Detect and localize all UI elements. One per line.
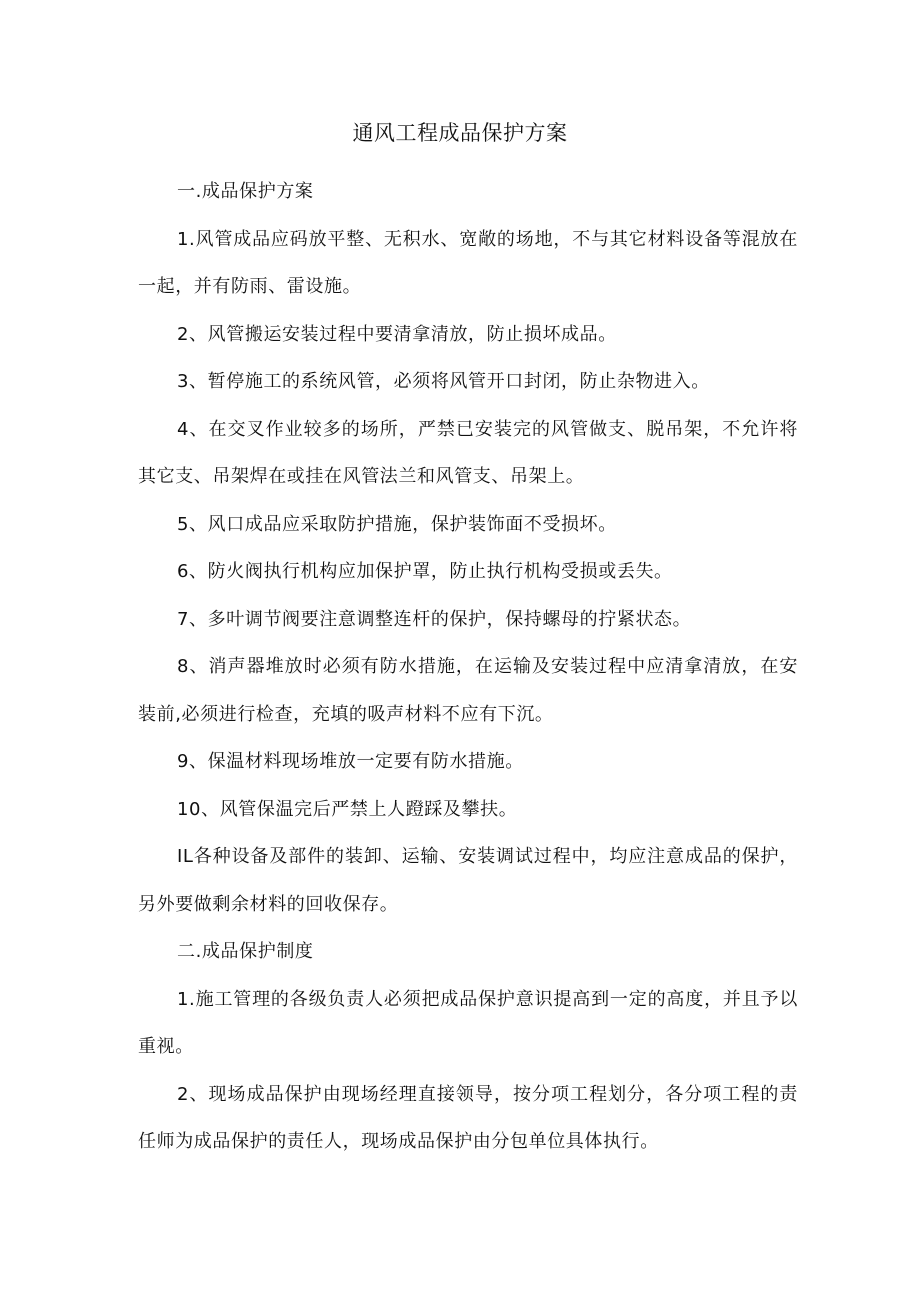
paragraph-1-3: 3、暂停施工的系统风管，必须将风管开口封闭，防止杂物进入。 bbox=[177, 371, 710, 392]
section-heading-2: 二.成品保护制度 bbox=[177, 941, 314, 962]
paragraph-1-10: 10、风管保温完后严禁上人蹬踩及攀扶。 bbox=[177, 798, 518, 820]
section-heading-1: 一.成品保护方案 bbox=[177, 181, 314, 202]
paragraph-1-6: 6、防火阀执行机构应加保护罩，防止执行机构受损或丢失。 bbox=[177, 561, 673, 582]
paragraph-1-7: 7、多叶调节阀要注意调整连杆的保护，保持螺母的拧紧状态。 bbox=[177, 608, 692, 630]
paragraph-1-4: 4、在交叉作业较多的场所，严禁已安装完的风管做支、脱吊架，不允许将其它支、吊架焊在或挂在风管法兰和风管支、吊架上。 bbox=[138, 418, 798, 487]
paragraph-1-8: 8、消声器堆放时必须有防水措施，在运输及安装过程中应清拿清放，在安装前,必须进行检查，充填的吸声材料不应有下沉。 bbox=[138, 656, 798, 725]
document-title: 通风工程成品保护方案 bbox=[352, 121, 568, 145]
paragraph-1-1: 1.风管成品应码放平整、无积水、宽敞的场地，不与其它材料设备等混放在一起，并有防雨、雷设施。 bbox=[138, 228, 798, 297]
paragraph-1-2: 2、风管搬运安装过程中要清拿清放，防止损坏成品。 bbox=[177, 323, 617, 345]
paragraph-1-5: 5、风口成品应采取防护措施，保护装饰面不受损坏。 bbox=[177, 513, 617, 535]
document-body bbox=[138, 168, 798, 1166]
paragraph-2-1: 1.施工管理的各级负责人必须把成品保护意识提高到一定的高度，并且予以重视。 bbox=[138, 988, 798, 1057]
paragraph-2-2: 2、现场成品保护由现场经理直接领导，按分项工程划分，各分项工程的责任师为成品保护的责任人，现场成品保护由分包单位具体执行。 bbox=[138, 1083, 798, 1152]
paragraph-1-11: IL各种设备及部件的装卸、运输、安装调试过程中，均应注意成品的保护，另外要做剩余材料的回收保存。 bbox=[138, 846, 798, 915]
paragraph-1-9: 9、保温材料现场堆放一定要有防水措施。 bbox=[177, 751, 524, 772]
